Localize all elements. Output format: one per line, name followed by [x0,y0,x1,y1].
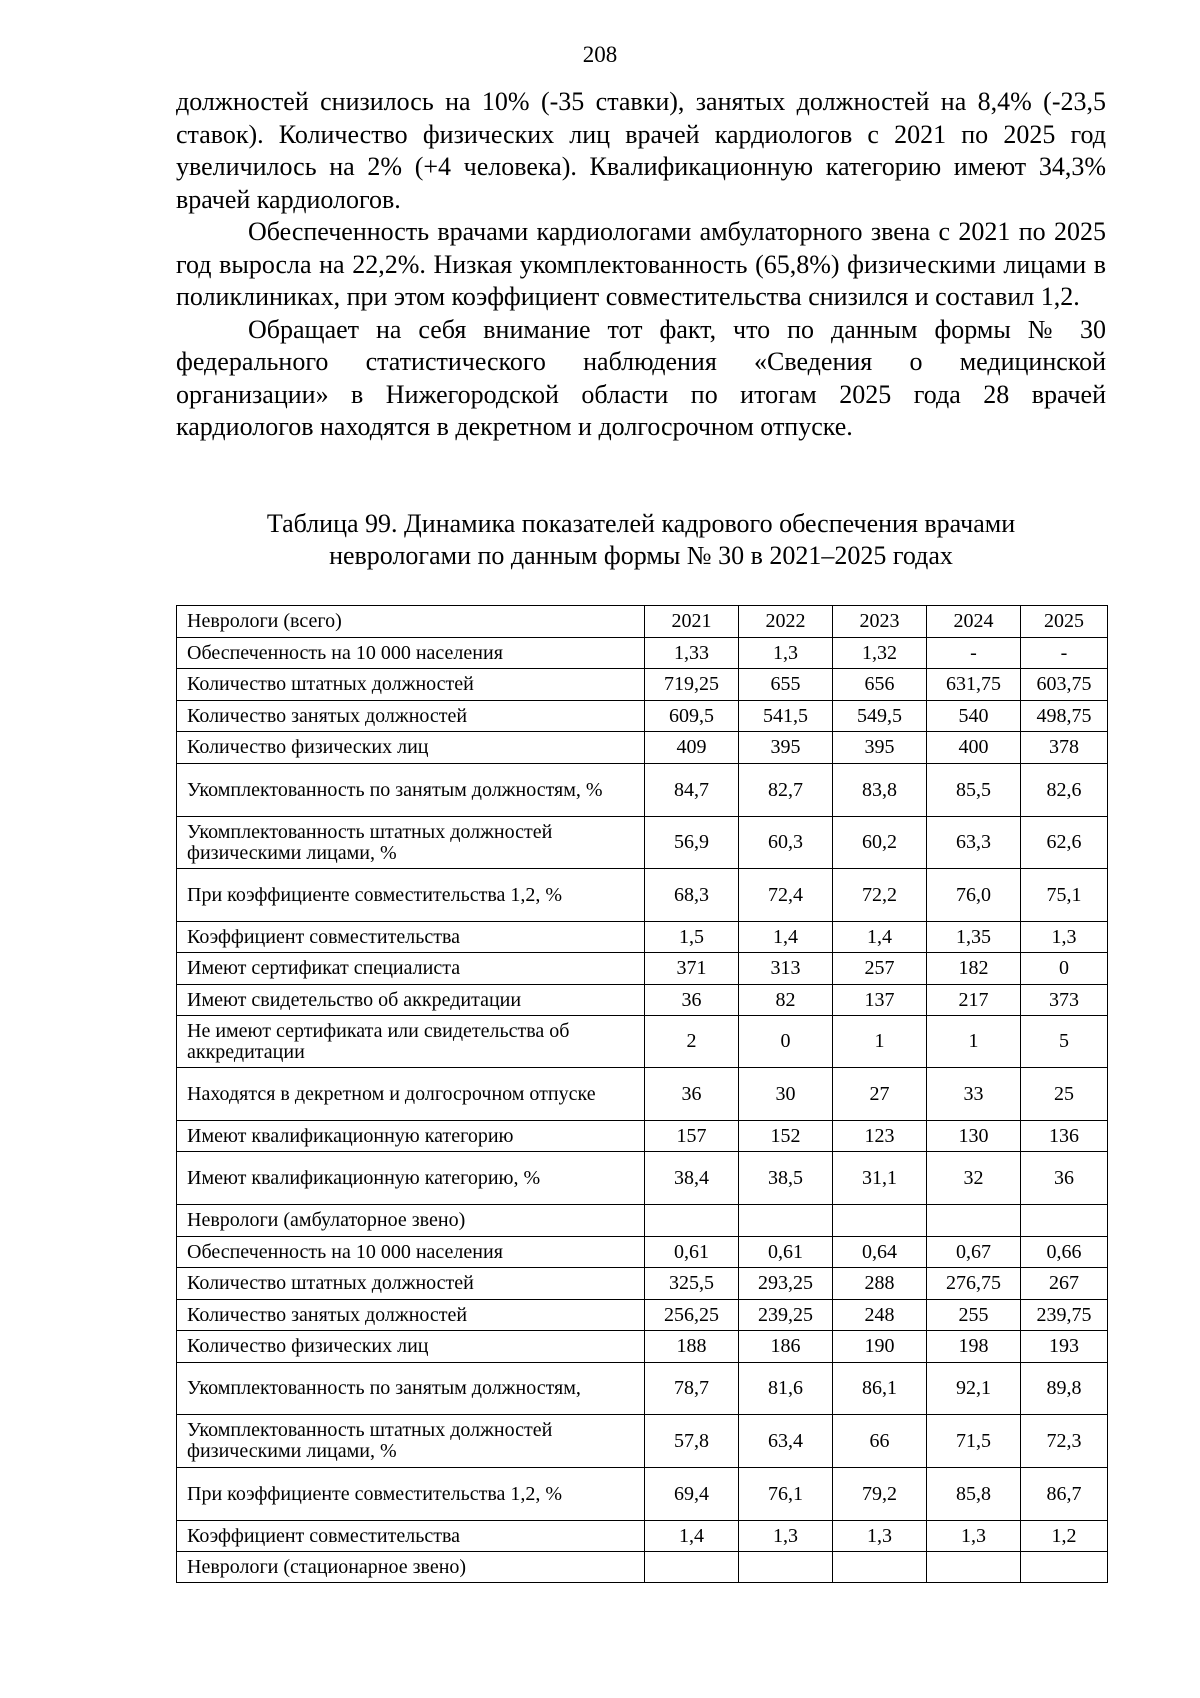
value-cell: 25 [1021,1068,1108,1121]
value-cell: 157 [645,1121,739,1152]
value-cell [739,1552,833,1583]
value-cell: 76,0 [927,869,1021,922]
row-label: Неврологи (амбулаторное звено) [177,1205,645,1237]
value-cell: 36 [645,985,739,1016]
value-cell: 193 [1021,1331,1108,1363]
table-caption-line: неврологами по данным формы № 30 в 2021–2025 годах [329,541,953,570]
value-cell: 1 [927,1016,1021,1068]
table-row [177,701,1108,732]
table-header-row [177,606,1108,638]
value-cell: 0,67 [927,1237,1021,1268]
value-cell: 30 [739,1068,833,1121]
value-cell: 82,7 [739,764,833,817]
value-cell: 655 [739,669,833,701]
value-cell [927,1205,1021,1237]
value-cell: 82 [739,985,833,1016]
value-cell: 32 [927,1152,1021,1205]
table-row [177,1331,1108,1363]
value-cell: 371 [645,953,739,985]
table-row [177,922,1108,953]
value-cell: - [1021,638,1108,669]
value-cell: 498,75 [1021,701,1108,732]
value-cell [739,1205,833,1237]
row-label: Коэффициент совместительства [177,922,645,953]
value-cell: 540 [927,701,1021,732]
row-label: Укомплектованность по занятым должностям, % [177,764,645,817]
table-caption [176,508,1106,572]
value-cell: 1,3 [739,638,833,669]
table-row [177,1268,1108,1300]
value-cell: 76,1 [739,1468,833,1521]
value-cell: 217 [927,985,1021,1016]
table-header-label: Неврологи (всего) [177,606,645,638]
table-row [177,1068,1108,1121]
year-header: 2022 [739,606,833,638]
row-label: Имеют квалификационную категорию, % [177,1152,645,1205]
value-cell: 60,2 [833,817,927,869]
table-row [177,817,1108,869]
row-label: Имеют сертификат специалиста [177,953,645,985]
row-label: Имеют квалификационную категорию [177,1121,645,1152]
value-cell: 0 [739,1016,833,1068]
value-cell: 123 [833,1121,927,1152]
value-cell: 239,75 [1021,1300,1108,1331]
value-cell: 656 [833,669,927,701]
table-row [177,953,1108,985]
year-header: 2021 [645,606,739,638]
row-label: При коэффициенте совместительства 1,2, % [177,1468,645,1521]
table-row [177,1521,1108,1552]
value-cell: 1,3 [927,1521,1021,1552]
value-cell: 83,8 [833,764,927,817]
value-cell: 1,32 [833,638,927,669]
page-number: 208 [582,42,618,67]
row-label: Неврологи (стационарное звено) [177,1552,645,1583]
value-cell: 719,25 [645,669,739,701]
table-row [177,764,1108,817]
table-row [177,669,1108,701]
value-cell: 1,5 [645,922,739,953]
table-row [177,638,1108,669]
value-cell: 2 [645,1016,739,1068]
table-row [177,869,1108,922]
value-cell [645,1205,739,1237]
value-cell: 325,5 [645,1268,739,1300]
row-label: Количество штатных должностей [177,669,645,701]
table-row [177,1468,1108,1521]
value-cell: 1,3 [1021,922,1108,953]
year-header: 2025 [1021,606,1108,638]
row-label: Укомплектованность штатных должностей физическими лицами, % [177,817,645,869]
value-cell: 130 [927,1121,1021,1152]
table-row [177,1415,1108,1468]
value-cell [833,1205,927,1237]
value-cell: 1,4 [833,922,927,953]
value-cell: 136 [1021,1121,1108,1152]
table-row [177,1205,1108,1237]
value-cell: 36 [1021,1152,1108,1205]
value-cell: 72,2 [833,869,927,922]
table-caption-line: Таблица 99. Динамика показателей кадрового обеспечения врачами [266,509,1016,538]
value-cell: 36 [645,1068,739,1121]
value-cell: 69,4 [645,1468,739,1521]
value-cell: 137 [833,985,927,1016]
value-cell: - [927,638,1021,669]
value-cell: 276,75 [927,1268,1021,1300]
value-cell: 71,5 [927,1415,1021,1468]
value-cell: 1,4 [739,922,833,953]
value-cell: 409 [645,732,739,764]
value-cell: 81,6 [739,1363,833,1415]
value-cell: 85,5 [927,764,1021,817]
year-header: 2023 [833,606,927,638]
value-cell: 72,4 [739,869,833,922]
value-cell: 631,75 [927,669,1021,701]
value-cell: 57,8 [645,1415,739,1468]
row-label: Количество занятых должностей [177,1300,645,1331]
value-cell: 395 [739,732,833,764]
value-cell: 541,5 [739,701,833,732]
value-cell: 267 [1021,1268,1108,1300]
value-cell: 75,1 [1021,869,1108,922]
table-row [177,1363,1108,1415]
value-cell: 60,3 [739,817,833,869]
table-row [177,1552,1108,1583]
value-cell: 85,8 [927,1468,1021,1521]
value-cell: 248 [833,1300,927,1331]
value-cell: 609,5 [645,701,739,732]
value-cell: 373 [1021,985,1108,1016]
value-cell: 186 [739,1331,833,1363]
value-cell: 255 [927,1300,1021,1331]
value-cell: 31,1 [833,1152,927,1205]
row-label: Не имеют сертификата или свидетельства об аккредитации [177,1016,645,1068]
row-label: Находятся в декретном и долгосрочном отпуске [177,1068,645,1121]
value-cell: 1,2 [1021,1521,1108,1552]
row-label: Количество занятых должностей [177,701,645,732]
value-cell: 72,3 [1021,1415,1108,1468]
table-row [177,1121,1108,1152]
value-cell: 0,64 [833,1237,927,1268]
row-label: Укомплектованность по занятым должностям, [177,1363,645,1415]
value-cell [833,1552,927,1583]
table-row [177,732,1108,764]
value-cell: 198 [927,1331,1021,1363]
value-cell: 68,3 [645,869,739,922]
row-label: Обеспеченность на 10 000 населения [177,1237,645,1268]
value-cell: 603,75 [1021,669,1108,701]
value-cell: 1 [833,1016,927,1068]
value-cell [1021,1205,1108,1237]
value-cell: 1,4 [645,1521,739,1552]
value-cell: 190 [833,1331,927,1363]
value-cell: 239,25 [739,1300,833,1331]
value-cell: 79,2 [833,1468,927,1521]
table-row [177,1016,1108,1068]
row-label: Имеют свидетельство об аккредитации [177,985,645,1016]
value-cell: 257 [833,953,927,985]
value-cell: 89,8 [1021,1363,1108,1415]
value-cell: 86,7 [1021,1468,1108,1521]
value-cell: 378 [1021,732,1108,764]
value-cell: 288 [833,1268,927,1300]
value-cell: 152 [739,1121,833,1152]
value-cell: 86,1 [833,1363,927,1415]
value-cell: 78,7 [645,1363,739,1415]
value-cell: 313 [739,953,833,985]
row-label: Коэффициент совместительства [177,1521,645,1552]
value-cell: 293,25 [739,1268,833,1300]
value-cell: 0,61 [739,1237,833,1268]
value-cell: 63,3 [927,817,1021,869]
value-cell: 1,33 [645,638,739,669]
row-label: Укомплектованность штатных должностей физическими лицами, % [177,1415,645,1468]
row-label: Количество физических лиц [177,1331,645,1363]
year-header: 2024 [927,606,1021,638]
value-cell: 38,4 [645,1152,739,1205]
value-cell [1021,1552,1108,1583]
value-cell: 56,9 [645,817,739,869]
value-cell: 5 [1021,1016,1108,1068]
value-cell: 92,1 [927,1363,1021,1415]
value-cell: 1,3 [833,1521,927,1552]
value-cell: 395 [833,732,927,764]
paragraph: Обеспеченность врачами кардиологами амбулаторного звена с 2021 по 2025 год выросла на 22,2%. Низкая укомплектованность (65,8%) физическими лицами в поликлиниках, при этом коэффициент совместительства снизился и составил 1,2. [176,217,1106,311]
row-label: Количество штатных должностей [177,1268,645,1300]
value-cell: 63,4 [739,1415,833,1468]
table-row [177,1300,1108,1331]
value-cell: 188 [645,1331,739,1363]
value-cell: 66 [833,1415,927,1468]
value-cell: 549,5 [833,701,927,732]
row-label: При коэффициенте совместительства 1,2, % [177,869,645,922]
table-row [177,1237,1108,1268]
value-cell: 0,61 [645,1237,739,1268]
value-cell: 0 [1021,953,1108,985]
value-cell [927,1552,1021,1583]
value-cell: 400 [927,732,1021,764]
value-cell: 182 [927,953,1021,985]
value-cell: 256,25 [645,1300,739,1331]
value-cell: 62,6 [1021,817,1108,869]
value-cell: 1,35 [927,922,1021,953]
value-cell: 27 [833,1068,927,1121]
table-row [177,985,1108,1016]
value-cell [645,1552,739,1583]
paragraph: должностей снизилось на 10% (-35 ставки), занятых должностей на 8,4% (-23,5 ставок). Количество физических лиц врачей кардиологов с 2021 по 2025 год увеличилось на 2% (+4 человека). Квалификационную категорию имеют 34,3% врачей кардиологов. [176,87,1106,214]
paragraph: Обращает на себя внимание тот факт, что по данным формы № 30 федерального статистического наблюдения «Сведения о медицинской организации» в Нижегородской области по итогам 2025 года 28 врачей кардиологов находятся в декретном и долгосрочном отпуске. [176,314,1106,441]
value-cell: 0,66 [1021,1237,1108,1268]
staffing-table [176,605,1108,1583]
row-label: Количество физических лиц [177,732,645,764]
value-cell: 33 [927,1068,1021,1121]
row-label: Обеспеченность на 10 000 населения [177,638,645,669]
value-cell: 82,6 [1021,764,1108,817]
value-cell: 38,5 [739,1152,833,1205]
value-cell: 84,7 [645,764,739,817]
table-row [177,1152,1108,1205]
value-cell: 1,3 [739,1521,833,1552]
body-text [176,86,1106,444]
